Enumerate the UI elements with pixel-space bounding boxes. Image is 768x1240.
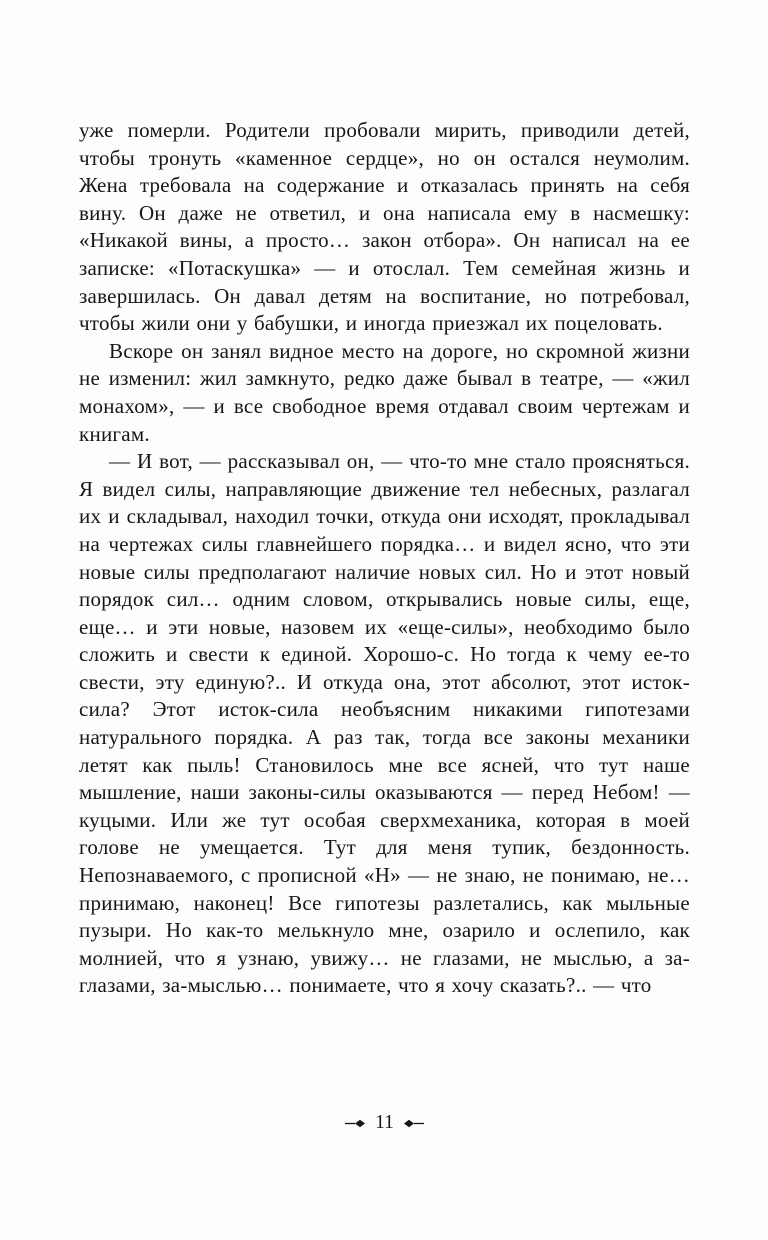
paragraph: Вскоре он занял видное место на дороге, но скромной жизни не изменил: жил замкнуто, редко даже бывал в театре, — «жил монахом», — и все свободное время отдавал своим чертежам и книгам. [79,338,690,446]
page-footer [79,1113,690,1135]
folio-ornament-right-icon [402,1118,424,1129]
body-text [79,117,690,1113]
paragraph: — И вот, — рассказывал он, — что-то мне стало проясняться. Я видел силы, направляющие движение тел небесных, разлагал их и складывал, находил точки, откуда они исходят, прокладывал на чертежах силы главнейшего порядка… и видел ясно, что эти новые силы предполагают наличие новых сил. Но и этот новый порядок сил… одним словом, открывались новые силы, еще, еще… и эти новые, назовем их «еще-силы», необходимо было сложить и свести к единой. Хорошо-с. Но тогда к чему ее-то свести, эту единую?.. И откуда она, этот абсолют, этот исток-сила? Этот исток-сила необъясним никакими гипотезами натурального порядка. А раз так, тогда все законы механики летят как пыль! Становилось мне все ясней, что тут наше мышление, наши законы-силы оказываются — перед Небом! — куцыми. Или же тут особая сверхмеханика, которая в моей голове не умещается. Тут для меня тупик, бездонность. Непознаваемого, с прописной «Н» — не знаю, не понимаю, не… принимаю, наконец! Все гипотезы разлетались, как мыльные пузыри. Но как-то мелькнуло мне, озарило и ослепило, как молнией, что я узнаю, увижу… не глазами, не мыслью, а за-глазами, за-мыслью… понимаете, что я хочу сказать?.. — что [79,449,690,998]
page-number: 11 [375,1112,394,1133]
folio-ornament-left-icon [345,1118,367,1129]
paragraph: уже померли. Родители пробовали мирить, приводили детей, чтобы тронуть «каменное сердце», но он остался неумолим. Жена требовала на содержание и отказалась принять на себя вину. Он даже не ответил, и она написала ему в насмешку: «Никакой вины, а просто… закон отбора». Он написал на ее записке: «Потаскушка» — и отослал. Тем семейная жизнь и завершилась. Он давал детям на воспитание, но потребовал, чтобы жили они у бабушки, и иногда приезжал их поцеловать. [79,118,690,336]
